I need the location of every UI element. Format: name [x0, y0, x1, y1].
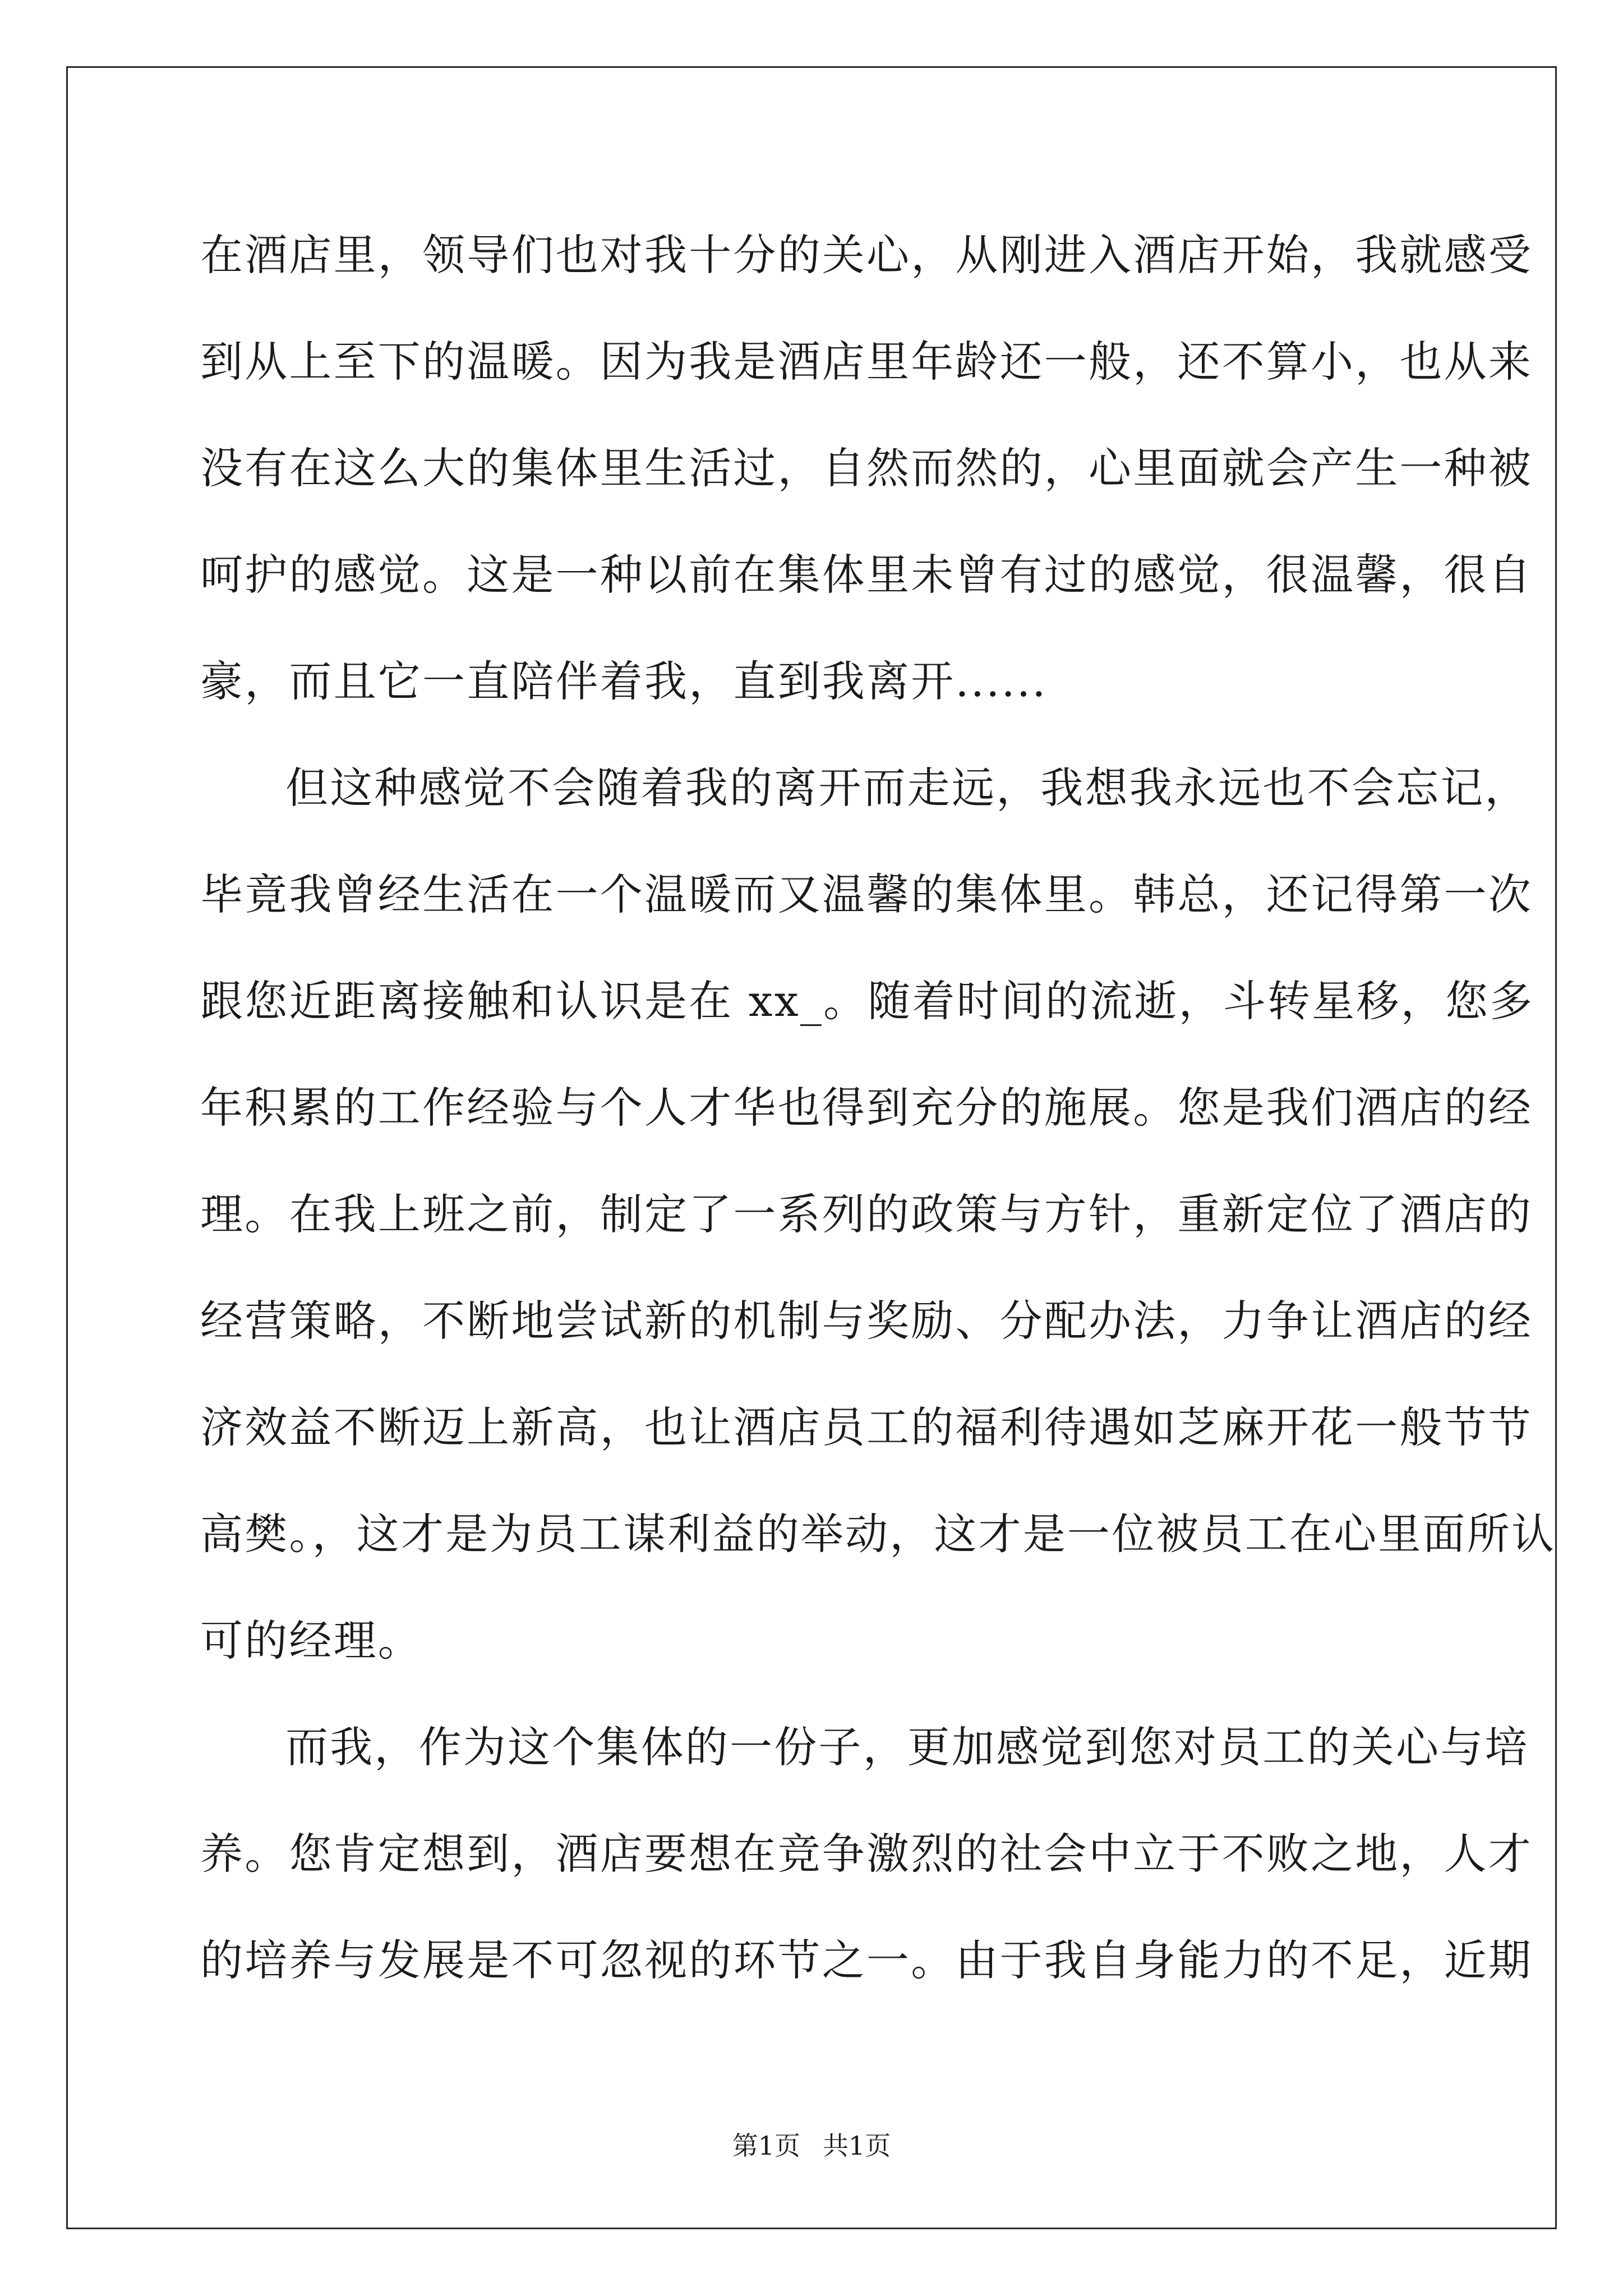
- text-line: 到从上至下的温暖。因为我是酒店里年龄还一般，还不算小，也从来: [200, 337, 1533, 386]
- text-line: 在酒店里，领导们也对我十分的关心，从刚进入酒店开始，我就感受: [200, 230, 1533, 280]
- text-line: 但这种感觉不会随着我的离开而走远，我想我永远也不会忘记，: [285, 763, 1529, 813]
- page-footer: [0, 2129, 1623, 2162]
- text-line: 呵护的感觉。这是一种以前在集体里未曾有过的感觉，很温馨，很自: [200, 550, 1533, 600]
- document-body: [200, 202, 1556, 2014]
- text-line: 的培养与发展是不可忽视的环节之一。由于我自身能力的不足，近期: [200, 1935, 1533, 1985]
- text-line: 高樊。，这才是为员工谋利益的举动，这才是一位被员工在心里面所认: [200, 1509, 1556, 1559]
- text-line: 年积累的工作经验与个人才华也得到充分的施展。您是我们酒店的经: [200, 1083, 1533, 1133]
- text-line: 而我，作为这个集体的一份子，更加感觉到您对员工的关心与培: [285, 1722, 1529, 1772]
- text-line: 可的经理。: [200, 1616, 422, 1665]
- page-total: 共1页: [823, 2131, 891, 2161]
- text-line: 毕竟我曾经生活在一个温暖而又温馨的集体里。韩总，还记得第一次: [200, 869, 1533, 919]
- text-line: 跟您近距离接触和认识是在 xx_。随着时间的流逝，斗转星移，您多: [200, 976, 1534, 1026]
- text-line: 济效益不断迈上新高，也让酒店员工的福利待遇如芝麻开花一般节节: [200, 1402, 1533, 1452]
- text-line: 经营策略，不断地尝试新的机制与奖励、分配办法，力争让酒店的经: [200, 1296, 1533, 1346]
- text-line: 豪，而且它一直陪伴着我，直到我离开......: [200, 656, 1048, 706]
- text-line: 没有在这么大的集体里生活过，自然而然的，心里面就会产生一种被: [200, 443, 1533, 493]
- text-line: 理。在我上班之前，制定了一系列的政策与方针，重新定位了酒店的: [200, 1189, 1533, 1239]
- text-line: 养。您肯定想到，酒店要想在竞争激烈的社会中立于不败之地，人才: [200, 1829, 1533, 1879]
- page-number: 第1页: [732, 2131, 800, 2161]
